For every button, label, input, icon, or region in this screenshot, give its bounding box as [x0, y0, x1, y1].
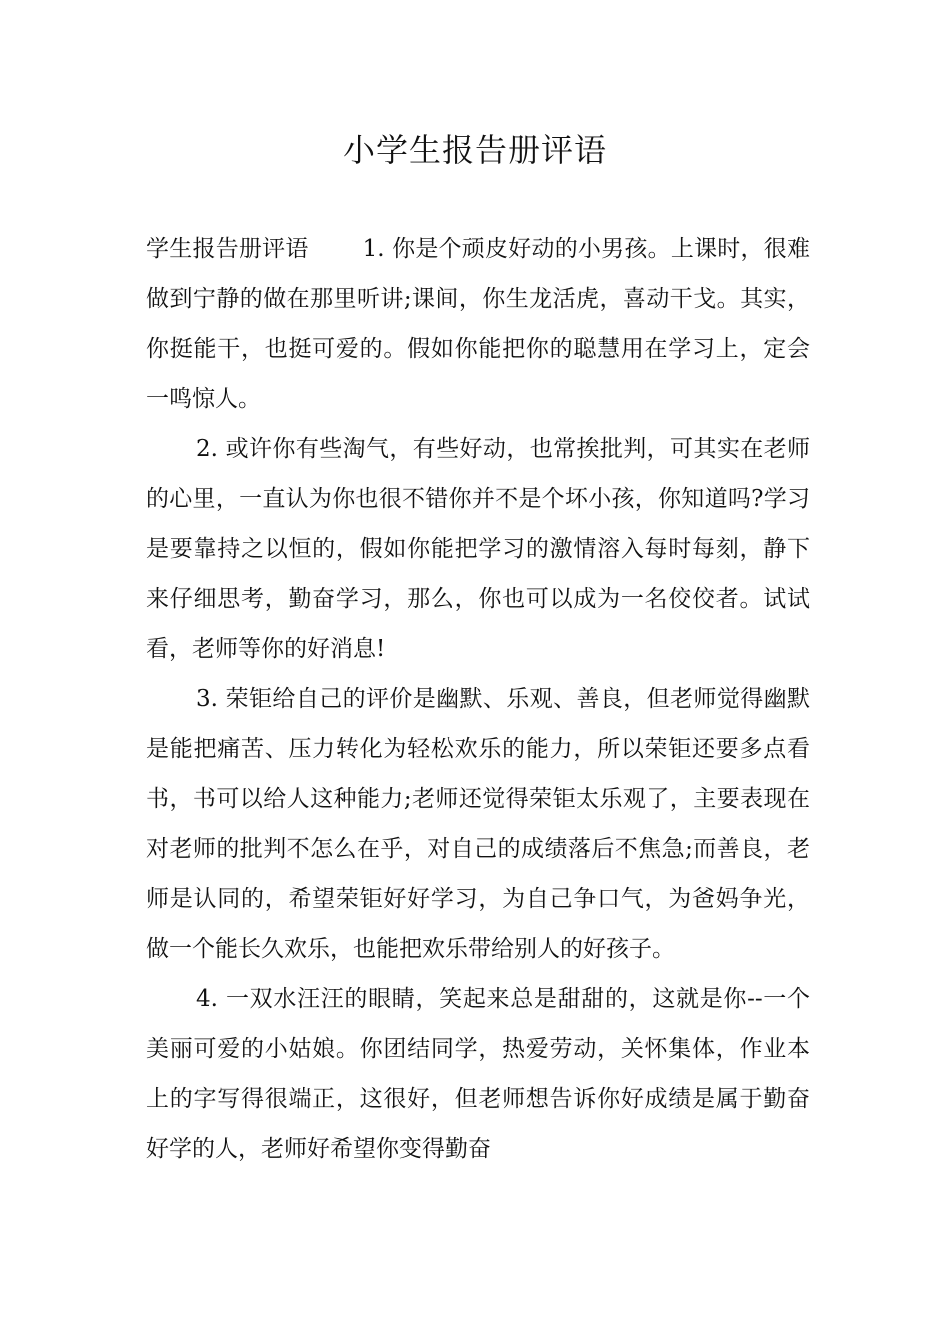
- paragraph-2: 2. 或许你有些淘气，有些好动，也常挨批判，可其实在老师的心里，一直认为你也很不错你并不是个坏小孩，你知道吗?学习是要靠持之以恒的，假如你能把学习的激情溶入每时每刻，静下来仔细思考，勤奋学习，那么，你也可以成为一名佼佼者。试试看，老师等你的好消息!: [146, 436, 810, 662]
- document-body: [146, 224, 810, 1174]
- document-title: 小学生报告册评语: [342, 131, 607, 169]
- paragraph-3: 3. 荣钜给自己的评价是幽默、乐观、善良，但老师觉得幽默是能把痛苦、压力转化为轻松欢乐的能力，所以荣钜还要多点看书，书可以给人这种能力;老师还觉得荣钜太乐观了，主要表现在对老师的批判不怎么在乎，对自己的成绩落后不焦急;而善良，老师是认同的，希望荣钜好好学习，为自己争口气，为爸妈争光，做一个能长久欢乐，也能把欢乐带给别人的好孩子。: [146, 686, 810, 962]
- paragraph-4: 4. 一双水汪汪的眼睛，笑起来总是甜甜的，这就是你--一个美丽可爱的小姑娘。你团结同学，热爱劳动，关怀集体，作业本上的字写得很端正，这很好，但老师想告诉你好成绩是属于勤奋好学的人，老师好希望你变得勤奋: [146, 986, 810, 1162]
- paragraph-1: 学生报告册评语 1. 你是个顽皮好动的小男孩。上课时，很难做到宁静的做在那里听讲;课间，你生龙活虎，喜动干戈。其实，你挺能干，也挺可爱的。假如你能把你的聪慧用在学习上，定会一鸣惊人。: [146, 236, 810, 412]
